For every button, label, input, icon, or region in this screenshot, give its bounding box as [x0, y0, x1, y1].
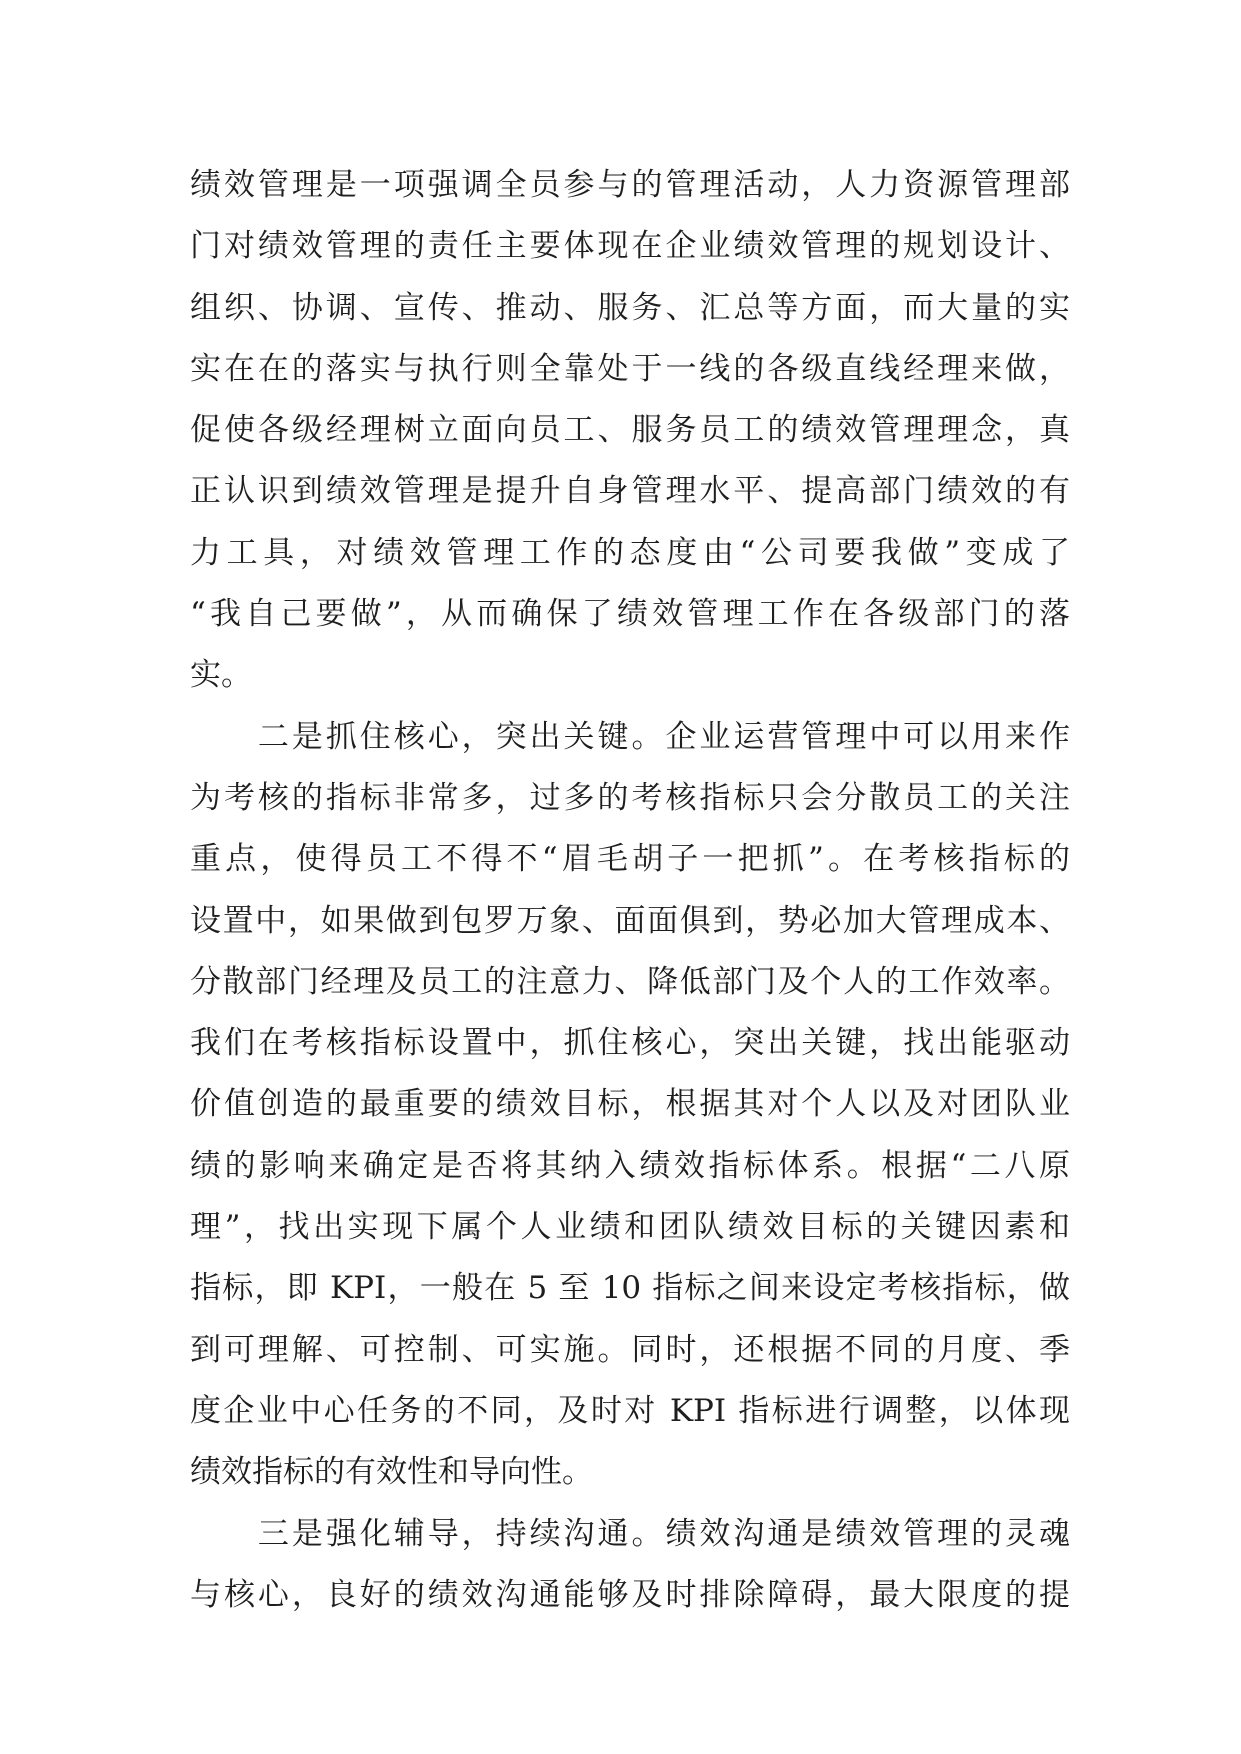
text-line: 门对绩效管理的责任主要体现在企业绩效管理的规划设计、	[190, 228, 1070, 265]
text-line: 力工具，对绩效管理工作的态度由“公司要我做”变成了	[190, 534, 1070, 571]
text-line: 指标，即 KPI，一般在 5 至 10 指标之间来设定考核指标，做	[190, 1270, 1070, 1307]
text-line: 实在在的落实与执行则全靠处于一线的各级直线经理来做，	[190, 350, 1070, 387]
text-line: 二是抓住核心，突出关键。企业运营管理中可以用来作	[190, 718, 1070, 755]
text-line: 到可理解、可控制、可实施。同时，还根据不同的月度、季	[190, 1331, 1070, 1368]
text-line: 正认识到绩效管理是提升自身管理水平、提高部门绩效的有	[190, 473, 1070, 510]
text-line: 绩效管理是一项强调全员参与的管理活动，人力资源管理部	[190, 167, 1070, 203]
text-line: 价值创造的最重要的绩效目标，根据其对个人以及对团队业	[190, 1086, 1070, 1123]
text-line: 三是强化辅导，持续沟通。绩效沟通是绩效管理的灵魂	[190, 1515, 1070, 1552]
text-line: 为考核的指标非常多，过多的考核指标只会分散员工的关注	[190, 779, 1070, 816]
text-line: 与核心，良好的绩效沟通能够及时排除障碍，最大限度的提	[190, 1576, 1070, 1613]
text-line: 实。	[190, 657, 252, 694]
text-line: 绩的影响来确定是否将其纳入绩效指标体系。根据“二八原	[190, 1147, 1070, 1184]
text-line: 度企业中心任务的不同，及时对 KPI 指标进行调整，以体现	[190, 1392, 1070, 1429]
text-line: 理”，找出实现下属个人业绩和团队绩效目标的关键因素和	[190, 1209, 1070, 1246]
text-line: 绩效指标的有效性和导向性。	[190, 1454, 593, 1491]
text-line: “我自己要做”，从而确保了绩效管理工作在各级部门的落	[190, 596, 1070, 633]
text-line: 促使各级经理树立面向员工、服务员工的绩效管理理念，真	[190, 412, 1070, 449]
text-line: 分散部门经理及员工的注意力、降低部门及个人的工作效率。	[190, 963, 1070, 1000]
text-line: 组织、协调、宣传、推动、服务、汇总等方面，而大量的实	[190, 289, 1070, 326]
text-line: 我们在考核指标设置中，抓住核心，突出关键，找出能驱动	[190, 1025, 1070, 1062]
text-line: 重点，使得员工不得不“眉毛胡子一把抓”。在考核指标的	[190, 841, 1070, 878]
body-text	[190, 155, 1070, 1626]
text-line: 设置中，如果做到包罗万象、面面俱到，势必加大管理成本、	[190, 902, 1070, 939]
